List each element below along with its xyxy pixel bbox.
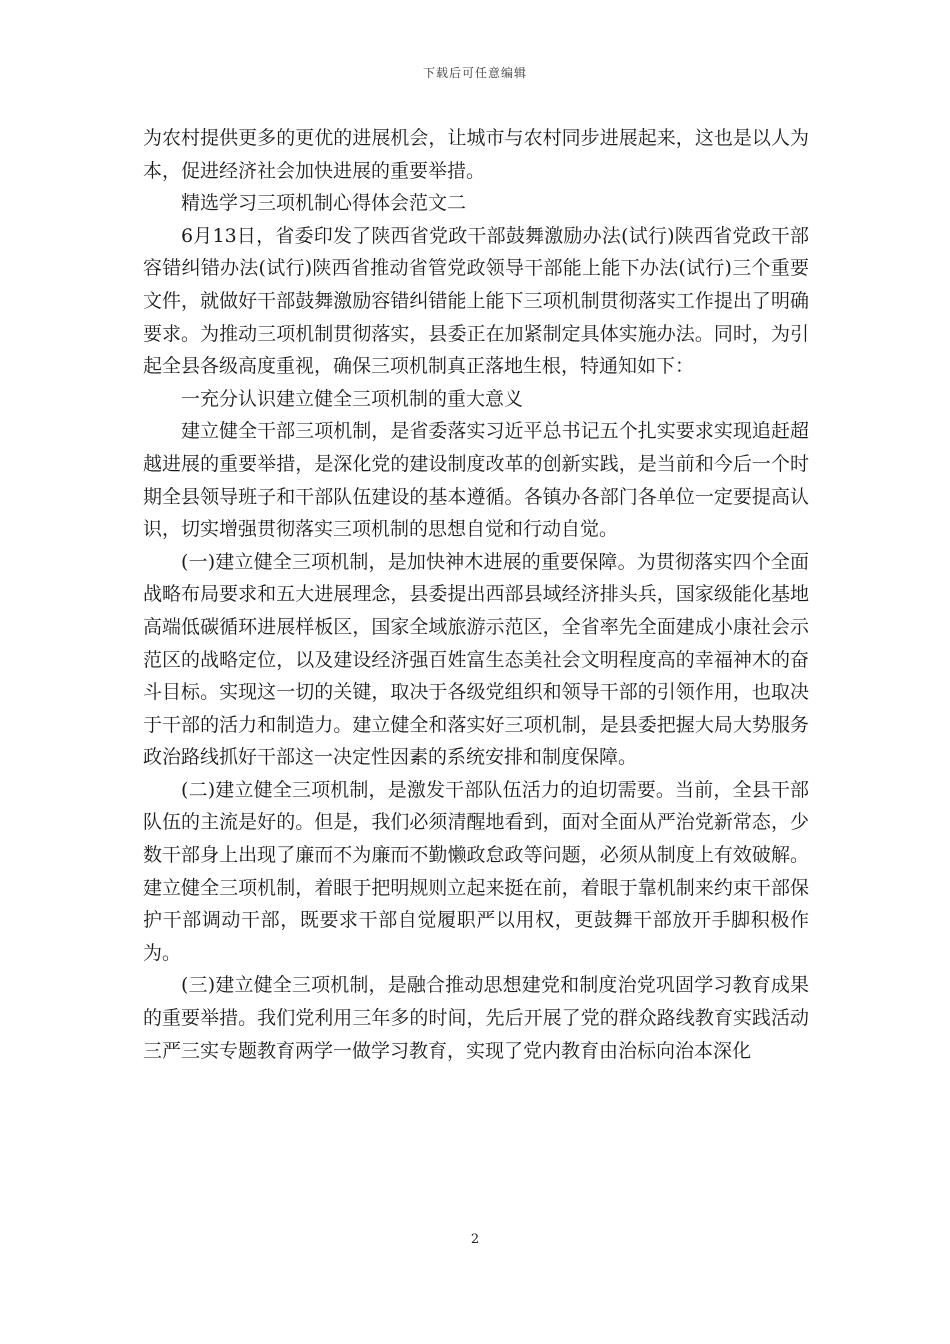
paragraph-point-three: (三)建立健全三项机制，是融合推动思想建党和制度治党巩固学习教育成果的重要举措。我们党利用三年多的时间，先后开展了党的群众路线教育实践活动三严三实专题教育两学一做学习教育，实现了党内教育由治标向治本深化: [143, 974, 809, 1062]
document-body: [143, 122, 809, 1067]
section-title: 精选学习三项机制心得体会范文二: [181, 192, 467, 215]
paragraph-continued: 为农村提供更多的更优的进展机会，让城市与农村同步进展起来，这也是以人为本，促进经济社会加快进展的重要举措。: [143, 127, 809, 182]
paragraph-notice: 6月13日，省委印发了陕西省党政干部鼓舞激励办法(试行)陕西省党政干部容错纠错办法(试行)陕西省推动省管党政领导干部能上能下办法(试行)三个重要文件，就做好干部鼓舞激励容错纠错能上能下三项机制贯彻落实工作提出了明确要求。为推动三项机制贯彻落实，县委正在加紧制定具体实施办法。同时，为引起全县各级高度重视，确保三项机制真正落地生根，特通知如下：: [143, 224, 809, 378]
page-header: 下载后可任意编辑: [422, 66, 527, 80]
paragraph-point-one: (一)建立健全三项机制，是加快神木进展的重要保障。为贯彻落实四个全面战略布局要求和五大进展理念，县委提出西部县域经济排头兵，国家级能化基地高端低碳循环进展样板区，国家全域旅游示范区，全省率先全面建成小康社会示范区的战略定位，以及建设经济强百姓富生态美社会文明程度高的幸福神木的奋斗目标。实现这一切的关键，取决于各级党组织和领导干部的引领作用，也取决于干部的活力和制造力。建立健全和落实好三项机制，是县委把握大局大势服务政治路线抓好干部这一决定性因素的系统安排和制度保障。: [143, 550, 809, 769]
page-number: 2: [470, 1232, 480, 1247]
paragraph-point-two: (二)建立健全三项机制，是激发干部队伍活力的迫切需要。当前，全县干部队伍的主流是好的。但是，我们必须清醒地看到，面对全面从严治党新常态，少数干部身上出现了廉而不为廉而不勤懒政怠政等问题，必须从制度上有效破解。建立健全三项机制，着眼于把明规则立起来挺在前，着眼于靠机制来约束干部保护干部调动干部，既要求干部自觉履职严以用权，更鼓舞干部放开手脚积极作为。: [143, 778, 809, 964]
paragraph-significance: 建立健全干部三项机制，是省委落实习近平总书记五个扎实要求实现追赶超越进展的重要举措，是深化党的建设制度改革的创新实践，是当前和今后一个时期全县领导班子和干部队伍建设的基本遵循。各镇办各部门各单位一定要提高认识，切实增强贯彻落实三项机制的思想自觉和行动自觉。: [143, 420, 809, 541]
section-heading-one: 一充分认识建立健全三项机制的重大意义: [181, 387, 524, 410]
